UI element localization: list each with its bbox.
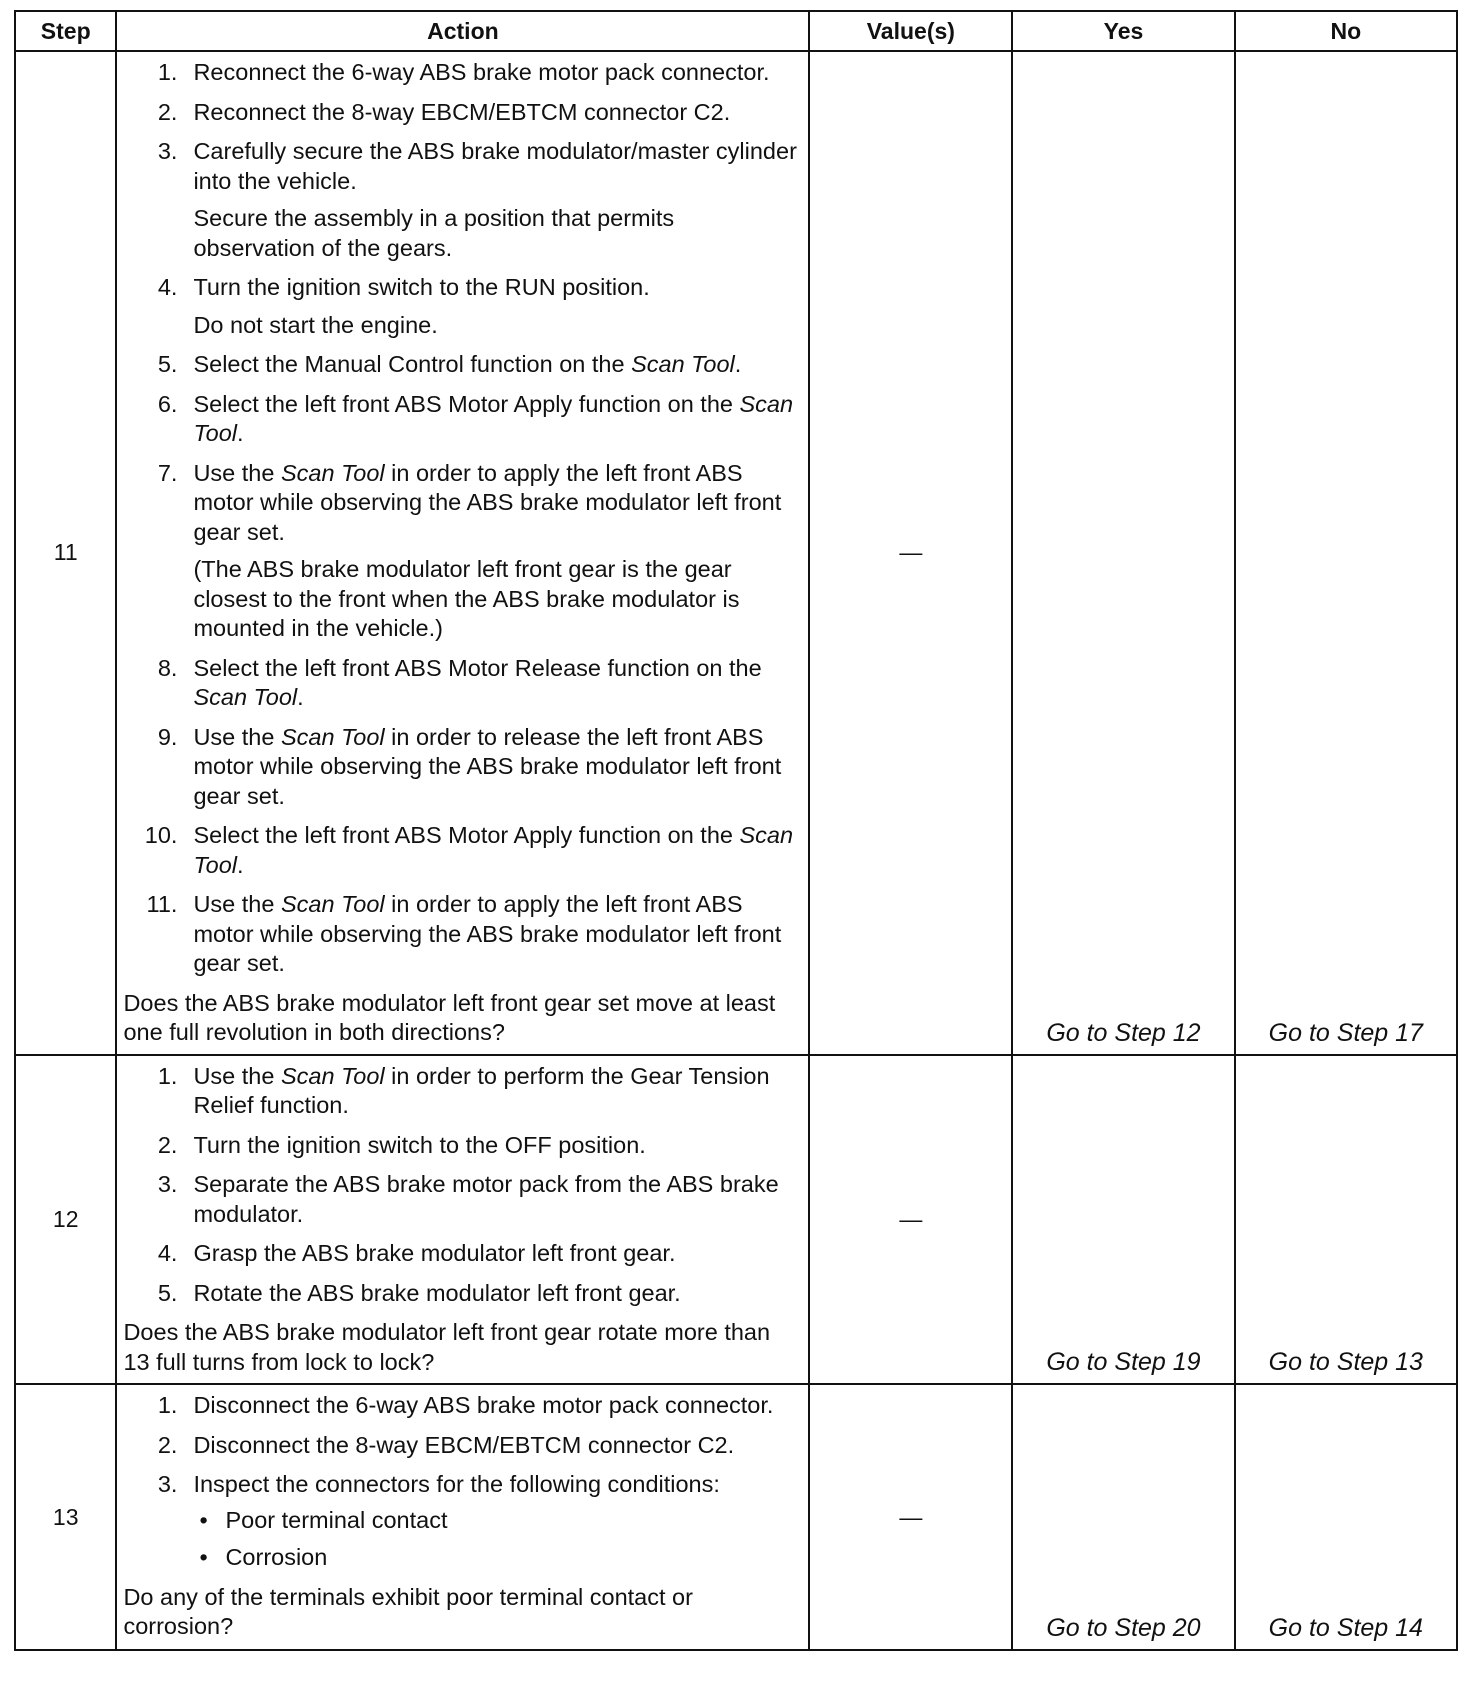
action-step — [123, 1279, 800, 1309]
action-step — [123, 1470, 800, 1573]
condition-item: • Poor terminal contact — [193, 1506, 800, 1536]
step-text: Disconnect the 8-way EBCM/EBTCM connector C2. — [193, 1431, 735, 1458]
no-result: Go to Step 14 — [1235, 1384, 1457, 1650]
step-index: 2. — [157, 98, 178, 125]
step-text: Inspect the connectors for the following conditions: — [193, 1471, 720, 1497]
action-step — [123, 723, 800, 812]
action-step — [123, 350, 800, 380]
action-step — [123, 1170, 800, 1229]
step-text: Disconnect the 6-way ABS brake motor pack connector. — [193, 1392, 774, 1418]
step-text-cont: in order to release the left front ABS motor while observing the ABS brake modulator left front gear set. — [193, 723, 782, 809]
step-text: Rotate the ABS brake modulator left front gear. — [193, 1279, 681, 1306]
value-cell: — — [809, 51, 1012, 1055]
tool-name: Scan Tool — [193, 822, 794, 878]
yes-result: Go to Step 12 — [1012, 51, 1234, 1055]
table-row — [15, 1384, 1457, 1650]
yes-result: Go to Step 19 — [1012, 1055, 1234, 1385]
step-question: Does the ABS brake modulator left front gear set move at least one full revolution in both directions? — [123, 989, 776, 1045]
step-index: 11. — [146, 891, 178, 917]
step-index: 10. — [144, 822, 178, 848]
tool-name: Scan Tool — [280, 723, 385, 750]
step-index: 3. — [157, 1171, 178, 1197]
condition-list — [193, 1506, 800, 1573]
yes-result: Go to Step 20 — [1012, 1384, 1234, 1650]
step-index: 3. — [157, 1471, 178, 1497]
tool-name: Scan Tool — [280, 459, 385, 486]
action-steps — [123, 1062, 800, 1309]
action-step — [123, 459, 800, 644]
step-text: Use the — [193, 459, 281, 486]
step-text: Select the left front ABS Motor Apply function on the — [193, 390, 740, 417]
header-step: Step — [15, 11, 116, 51]
step-text: Use the — [193, 891, 281, 917]
action-step — [123, 1431, 800, 1461]
step-text: Use the — [193, 723, 281, 750]
step-text-cont: . — [734, 351, 742, 377]
action-steps — [123, 1391, 800, 1573]
action-cell — [116, 1384, 809, 1650]
step-text: Reconnect the 6-way ABS brake motor pack connector. — [193, 59, 770, 85]
header-no: No — [1235, 11, 1457, 51]
step-text: Select the Manual Control function on the — [193, 351, 632, 377]
step-index: 6. — [157, 390, 178, 417]
step-text-cont: in order to perform the Gear Tension Relief function. — [193, 1062, 770, 1118]
diagnostic-table — [14, 10, 1458, 1651]
header-values: Value(s) — [809, 11, 1012, 51]
value-cell: — — [809, 1055, 1012, 1385]
no-result: Go to Step 13 — [1235, 1055, 1457, 1385]
step-index: 5. — [157, 351, 178, 377]
step-note: Do not start the engine. — [193, 311, 438, 338]
step-text-cont: . — [237, 420, 244, 446]
header-yes: Yes — [1012, 11, 1234, 51]
tool-name: Scan Tool — [280, 1062, 385, 1089]
step-text: Turn the ignition switch to the OFF position. — [193, 1131, 646, 1158]
action-step — [123, 654, 800, 713]
step-text: Grasp the ABS brake modulator left front gear. — [193, 1240, 676, 1266]
action-step — [123, 390, 800, 449]
step-text: Use the — [193, 1062, 281, 1089]
action-step — [123, 1062, 800, 1121]
step-note: (The ABS brake modulator left front gear is the gear closest to the front when the ABS brake modulator is mounted in the vehicle.) — [193, 556, 740, 641]
action-step — [123, 1239, 800, 1269]
tool-name: Scan Tool — [280, 891, 385, 917]
action-step — [123, 1131, 800, 1161]
action-step — [123, 137, 800, 263]
tool-name: Scan Tool — [193, 390, 794, 446]
step-number: 11 — [15, 51, 116, 1055]
action-step — [123, 273, 800, 340]
diagnostic-table-page — [14, 10, 1458, 1651]
table-body — [15, 51, 1457, 1650]
action-step — [123, 890, 800, 979]
step-index: 9. — [157, 723, 178, 750]
step-index: 5. — [157, 1279, 178, 1306]
tool-name: Scan Tool — [193, 684, 298, 710]
action-cell — [116, 1055, 809, 1385]
step-text: Select the left front ABS Motor Apply function on the — [193, 822, 740, 848]
step-text: Carefully secure the ABS brake modulator/master cylinder into the vehicle. — [193, 138, 797, 194]
condition-item: • Corrosion — [193, 1543, 800, 1573]
step-text-cont: in order to apply the left front ABS motor while observing the ABS brake modulator left front gear set. — [193, 891, 782, 976]
action-step — [123, 98, 800, 128]
step-text-cont: . — [237, 851, 244, 878]
action-cell — [116, 51, 809, 1055]
step-question: Does the ABS brake modulator left front gear rotate more than 13 full turns from lock to lock? — [123, 1319, 771, 1375]
action-step — [123, 58, 800, 88]
step-number: 13 — [15, 1384, 116, 1650]
action-step — [123, 821, 800, 880]
table-row — [15, 1055, 1457, 1385]
step-index: 8. — [157, 654, 178, 681]
step-index: 1. — [157, 1062, 178, 1089]
step-text-cont: . — [297, 684, 304, 710]
step-index: 4. — [157, 274, 178, 300]
step-index: 7. — [157, 459, 178, 486]
step-text: Separate the ABS brake motor pack from the ABS brake modulator. — [193, 1171, 779, 1227]
step-text: Select the left front ABS Motor Release function on the — [193, 654, 762, 681]
step-text-cont: in order to apply the left front ABS motor while observing the ABS brake modulator left front gear set. — [193, 459, 782, 545]
step-note: Secure the assembly in a position that permits observation of the gears. — [193, 205, 675, 261]
no-result: Go to Step 17 — [1235, 51, 1457, 1055]
step-index: 4. — [157, 1240, 178, 1266]
action-steps — [123, 58, 800, 979]
header-row — [15, 11, 1457, 51]
step-index: 2. — [157, 1131, 178, 1158]
action-step — [123, 1391, 800, 1421]
tool-name: Scan Tool — [631, 351, 735, 377]
step-text: Reconnect the 8-way EBCM/EBTCM connector C2. — [193, 98, 731, 125]
value-cell: — — [809, 1384, 1012, 1650]
header-action: Action — [116, 11, 809, 51]
step-text: Turn the ignition switch to the RUN position. — [193, 274, 650, 300]
table-row — [15, 51, 1457, 1055]
step-index: 2. — [157, 1431, 178, 1458]
step-index: 1. — [157, 1392, 178, 1418]
step-number: 12 — [15, 1055, 116, 1385]
step-index: 3. — [157, 138, 178, 164]
step-index: 1. — [157, 59, 178, 85]
step-question: Do any of the terminals exhibit poor terminal contact or corrosion? — [123, 1583, 693, 1639]
